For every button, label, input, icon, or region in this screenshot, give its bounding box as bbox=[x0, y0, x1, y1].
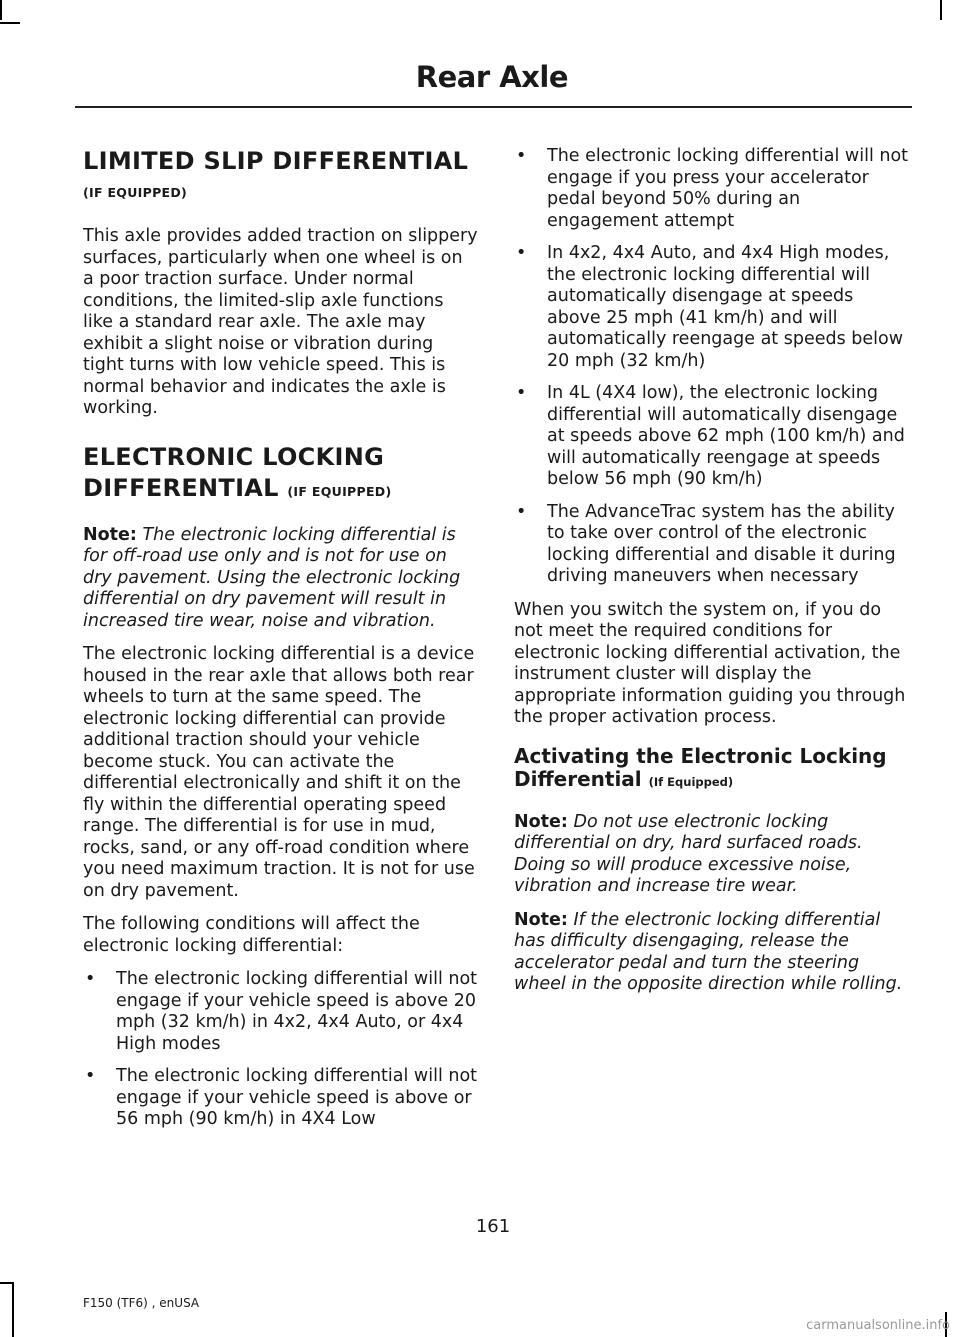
bullet-icon: • bbox=[85, 969, 96, 989]
note-offroad bbox=[83, 525, 478, 633]
note-label: Note: bbox=[83, 524, 137, 545]
page-number: 161 bbox=[475, 1216, 511, 1237]
crop-mark-top-left-h bbox=[0, 22, 20, 24]
note-text: The electronic locking differential is for off-road use only and is not for use on dry pavement. Using the electronic locking differential on dry pavement will result in increased tire wear, noise and vibration. bbox=[83, 524, 461, 631]
bullet-icon: • bbox=[516, 146, 527, 166]
list-item: • In 4L (4X4 low), the electronic locking differential will automatically disengage at speeds above 62 mph (100 km/h) and will automatically reengage at speeds below 56 mph (90 km/h) bbox=[516, 383, 905, 489]
note-text: Do not use electronic locking differential on dry, hard surfaced roads. Doing so will produce excessive noise, vibration and increase tire wear. bbox=[514, 811, 863, 896]
crop-mark-bottom-left-h bbox=[0, 1282, 14, 1284]
electronic-locking-heading-line1: ELECTRONIC LOCKING bbox=[83, 442, 385, 471]
page-title: Rear Axle bbox=[415, 60, 568, 94]
electronic-locking-heading bbox=[83, 442, 478, 507]
note-label: Note: bbox=[514, 811, 568, 832]
activation-info-paragraph: When you switch the system on, if you do not meet the required conditions for electronic locking differential activation, the instrument cluster will display the appropriate information guiding you through the proper activation process. bbox=[514, 599, 906, 727]
conditions-intro: The following conditions will affect the electronic locking differential: bbox=[83, 914, 420, 956]
right-column bbox=[514, 146, 909, 1008]
bullet-icon: • bbox=[516, 383, 527, 403]
limited-slip-subheading: (IF EQUIPPED) bbox=[83, 185, 188, 200]
header-divider bbox=[75, 106, 912, 108]
crop-mark-top-right bbox=[940, 0, 942, 20]
activating-heading bbox=[514, 745, 909, 794]
note-label: Note: bbox=[514, 909, 568, 930]
list-item: • The AdvanceTrac system has the ability to take over control of the electronic locking differential and disable it during driving maneuvers when necessary bbox=[516, 501, 896, 586]
conditions-list-right bbox=[514, 146, 909, 588]
electronic-locking-heading-suffix: (IF EQUIPPED) bbox=[287, 483, 392, 499]
note-dry-roads bbox=[514, 812, 909, 898]
footer-model-code: F150 (TF6) , enUSA bbox=[83, 1296, 200, 1310]
watermark: carmanualsonline.info bbox=[806, 1318, 950, 1333]
limited-slip-heading: LIMITED SLIP DIFFERENTIAL bbox=[83, 147, 469, 175]
activating-heading-text: Activating the Electronic Locking Differential bbox=[514, 743, 887, 791]
bullet-icon: • bbox=[85, 1066, 96, 1086]
list-item: • The electronic locking differential will not engage if your vehicle speed is above 20 mph (32 km/h) in 4x2, 4x4 Auto, or 4x4 High modes bbox=[85, 969, 478, 1054]
crop-mark-bottom-left bbox=[12, 1282, 14, 1337]
note-text: If the electronic locking differential has difficulty disengaging, release the accelerator pedal and turn the steering wheel in the opposite direction while rolling. bbox=[514, 909, 903, 994]
list-item: • The electronic locking differential will not engage if your vehicle speed is above or 56 mph (90 km/h) in 4X4 Low bbox=[85, 1066, 478, 1129]
activating-heading-suffix: (If Equipped) bbox=[648, 774, 734, 789]
list-item: • The electronic locking differential will not engage if you press your accelerator pedal beyond 50% during an engagement attempt bbox=[516, 146, 909, 231]
list-item: • In 4x2, 4x4 Auto, and 4x4 High modes, the electronic locking differential will automatically disengage at speeds above 25 mph (41 km/h) and will automatically reengage at speeds below 20 mph (32 km/h) bbox=[516, 243, 904, 371]
description-paragraph: The electronic locking differential is a device housed in the rear axle that allows both rear wheels to turn at the same speed. The electronic locking differential can provide additional traction should your vehicle become stuck. You can activate the differential electronically and shift it on the fly within the differential operating speed range. The differential is for use in mud, rocks, sand, or any off-road condition where you need maximum traction. It is not for use on dry pavement. bbox=[83, 644, 475, 901]
bullet-icon: • bbox=[516, 501, 527, 522]
bullet-icon: • bbox=[516, 243, 527, 263]
conditions-list-left bbox=[83, 969, 478, 1131]
left-column bbox=[83, 140, 478, 1143]
electronic-locking-heading-line2: DIFFERENTIAL bbox=[83, 473, 279, 502]
crop-mark-top-left bbox=[0, 0, 2, 20]
limited-slip-text: This axle provides added traction on slippery surfaces, particularly when one wheel is on a poor traction surface. Under normal conditions, the limited-slip axle functions like a standard rear axle. The axle may exhibit a slight noise or vibration during tight turns with low vehicle speed. This is normal behavior and indicates the axle is working. bbox=[83, 226, 478, 418]
note-disengaging bbox=[514, 910, 909, 996]
